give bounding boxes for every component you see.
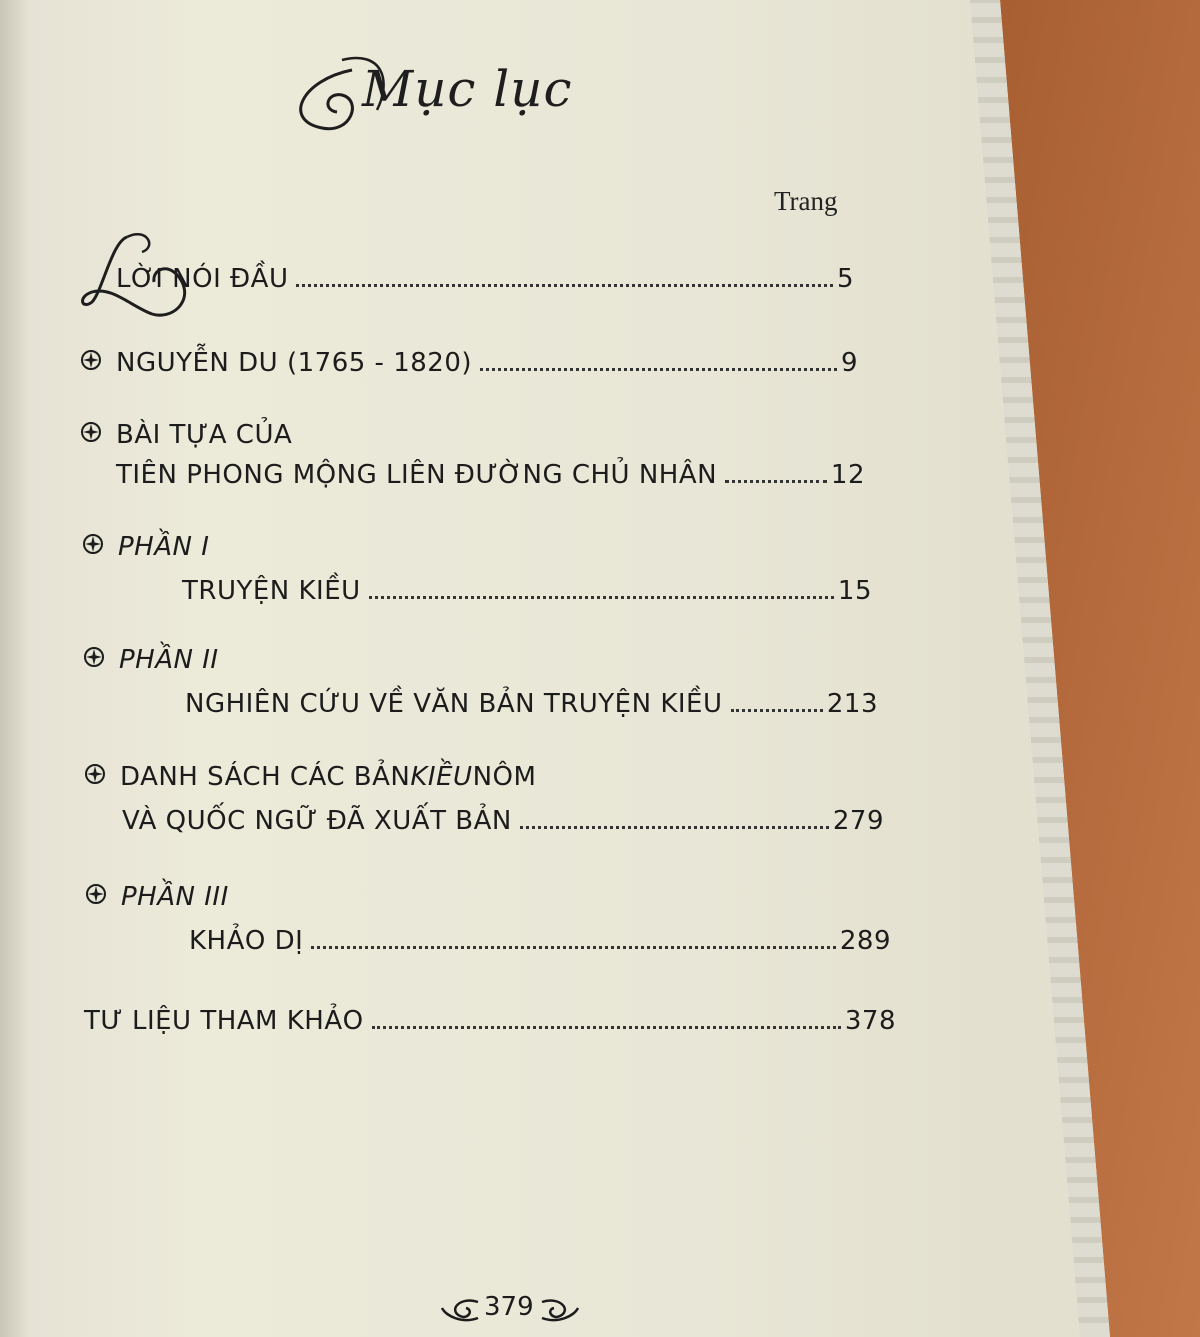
ornament-bullet-icon [83,646,105,668]
dot-leader [731,709,823,712]
toc-entry-title-line1: DANH SÁCH CÁC BẢN [120,762,411,792]
ornament-bullet-icon [80,421,102,443]
toc-entry-title-line1-end: NÔM [472,762,537,792]
decorative-initial-icon [72,222,202,322]
toc-page-number: 12 [830,460,865,490]
dot-leader [311,946,836,949]
ornament-bullet-icon [80,349,102,371]
toc-entry-title-italic: KIỀU [410,762,473,792]
toc-page-number: 5 [836,264,854,294]
toc-entry-tu-lieu[interactable] [84,1006,896,1036]
toc-entry-danh-sach[interactable] [84,762,884,836]
toc-page-number: 289 [839,926,891,956]
toc-entry-title: TRUYỆN KIỀU [182,576,361,606]
toc-page-number: 378 [844,1006,896,1036]
ornament-bullet-icon [85,883,107,905]
toc-entry-title-line1: BÀI TỰA CỦA [116,420,293,450]
dot-leader [520,826,829,829]
toc-entry-title: KHẢO DỊ [189,926,304,956]
toc-page-number: 279 [832,806,884,836]
toc-entry-title: NGUYỄN DU (1765 - 1820) [116,348,472,378]
page-title: Mục lục [362,60,573,118]
toc-entry-phan-2[interactable] [83,645,878,719]
toc-page-number: 9 [840,348,858,378]
toc-entry-title: TƯ LIỆU THAM KHẢO [84,1006,364,1036]
toc-entry-bai-tua[interactable] [80,420,865,490]
toc-entry-title: NGHIÊN CỨU VỀ VĂN BẢN TRUYỆN KIỀU [185,689,723,719]
toc-page-number: 213 [826,689,878,719]
toc-part-label: PHẦN III [121,882,229,912]
dot-leader [480,368,837,371]
page-number: 379 [484,1292,534,1322]
page-column-label: Trang [774,186,838,216]
toc-page-number: 15 [837,576,872,606]
toc-entry-title-line2: TIÊN PHONG MỘNG LIÊN ĐƯỜNG CHỦ NHÂN [116,460,718,490]
dot-leader [372,1026,841,1029]
dot-leader [369,596,834,599]
toc-part-label: PHẦN II [119,645,219,675]
page-footer [440,1290,580,1330]
toc-entry-nguyen-du[interactable] [80,348,858,378]
ornament-bullet-icon [84,763,106,785]
toc-entry-title-line2: VÀ QUỐC NGỮ ĐÃ XUẤT BẢN [122,806,512,836]
toc-entry-title: LỜI NÓI ĐẦU [116,264,289,294]
toc-title [282,40,642,140]
toc-part-label: PHẦN I [118,532,210,562]
toc-entry-phan-3[interactable] [85,882,891,956]
toc-entry-loi-noi-dau[interactable] [72,222,854,294]
dot-leader [296,284,832,287]
ornament-bullet-icon [82,533,104,555]
toc-entry-phan-1[interactable] [82,532,872,606]
dot-leader [725,480,827,483]
